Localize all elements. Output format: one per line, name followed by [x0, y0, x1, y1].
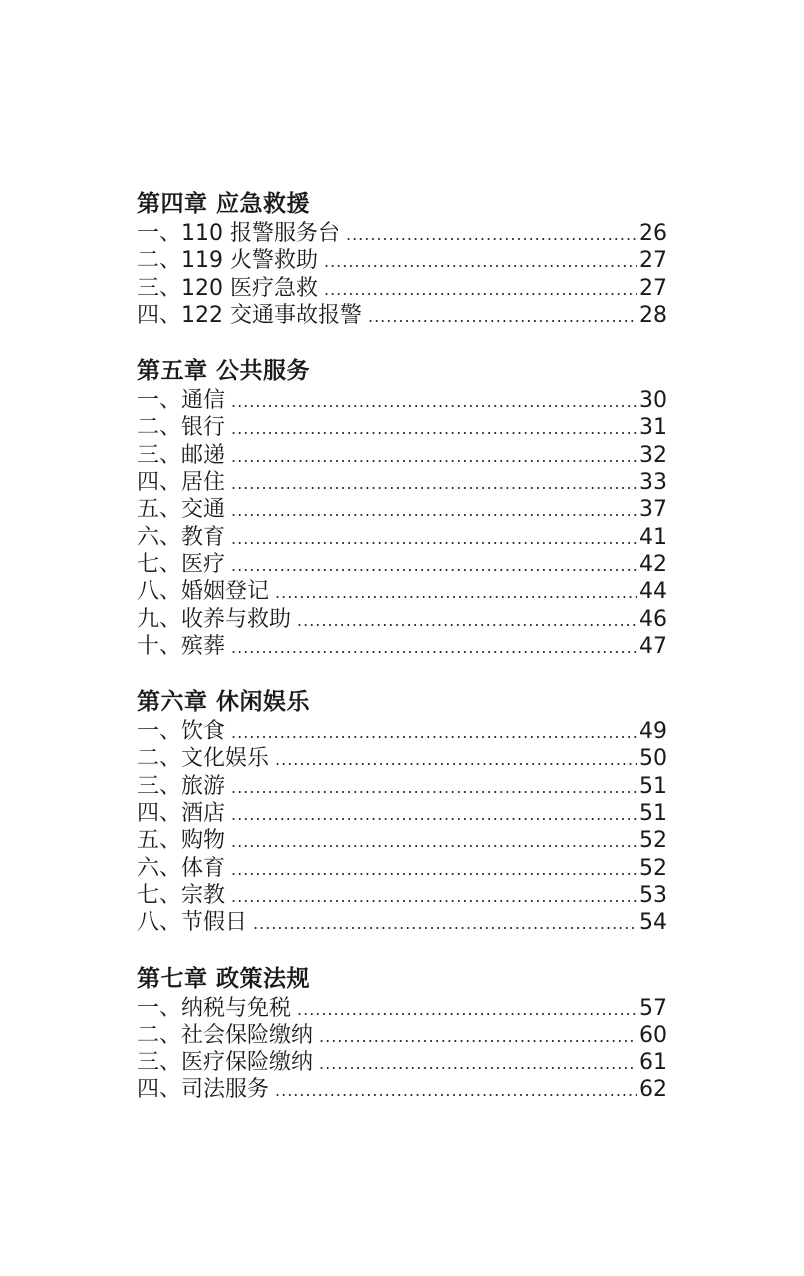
- chapter-6: [137, 686, 667, 936]
- toc-entry-label: 六、教育: [137, 524, 226, 550]
- dot-leader: [319, 1050, 637, 1077]
- toc-entry-label: 二、119 火警救助: [137, 248, 318, 274]
- toc-entry[interactable]: [137, 827, 667, 854]
- toc-entry-label: 八、节假日: [137, 910, 248, 936]
- toc-entry-label: 四、居住: [137, 470, 226, 496]
- toc-entry-page: 37: [639, 497, 667, 523]
- toc-entry-page: 32: [639, 442, 667, 468]
- toc-entry[interactable]: [137, 995, 667, 1022]
- toc-entry[interactable]: [137, 387, 667, 414]
- chapter-title: 第六章 休闲娱乐: [137, 689, 311, 716]
- toc-entry[interactable]: [137, 1076, 667, 1103]
- toc-entry[interactable]: [137, 718, 667, 745]
- toc-entry-label: 三、旅游: [137, 773, 226, 799]
- dot-leader: [231, 719, 637, 746]
- toc-entry[interactable]: [137, 773, 667, 800]
- dot-leader: [231, 828, 637, 855]
- dot-leader: [231, 443, 637, 470]
- dot-leader: [324, 276, 637, 303]
- toc-entry-page: 51: [639, 773, 667, 799]
- toc-entry-label: 三、医疗保险缴纳: [137, 1050, 314, 1076]
- toc-entry[interactable]: [137, 909, 667, 936]
- toc-entry[interactable]: [137, 1022, 667, 1049]
- toc-entry-page: 41: [639, 524, 667, 550]
- toc-entry-page: 51: [639, 801, 667, 827]
- toc-entry-label: 七、宗教: [137, 882, 226, 908]
- chapter-4: [137, 188, 667, 329]
- toc-entry[interactable]: [137, 220, 667, 247]
- toc-entry[interactable]: [137, 442, 667, 469]
- toc-entry-page: 57: [639, 995, 667, 1021]
- toc-entry-page: 31: [639, 415, 667, 441]
- toc-entry-label: 三、120 医疗急救: [137, 275, 318, 301]
- toc-entry-page: 42: [639, 551, 667, 577]
- toc-entry-page: 26: [639, 221, 667, 246]
- dot-leader: [231, 497, 637, 524]
- toc-entry[interactable]: [137, 578, 667, 605]
- toc-entry[interactable]: [137, 551, 667, 578]
- chapter-title: 第七章 政策法规: [137, 965, 311, 992]
- toc-entry-page: 28: [639, 302, 667, 328]
- dot-leader: [275, 746, 637, 773]
- toc-entry-page: 44: [639, 579, 667, 605]
- toc-entry-page: 61: [639, 1050, 667, 1076]
- chapter-5: [137, 355, 667, 660]
- toc-entry[interactable]: [137, 1049, 667, 1076]
- dot-leader: [231, 883, 637, 910]
- dot-leader: [324, 248, 637, 275]
- dot-leader: [231, 525, 637, 552]
- chapter-7: [137, 963, 667, 1104]
- toc-entry-label: 五、购物: [137, 828, 226, 854]
- toc-entry-page: 54: [639, 910, 667, 936]
- toc-entry[interactable]: [137, 800, 667, 827]
- toc-entry-label: 一、通信: [137, 388, 226, 414]
- toc-entry-page: 60: [639, 1022, 667, 1048]
- table-of-contents: [137, 188, 667, 1130]
- toc-entry-page: 49: [639, 719, 667, 745]
- dot-leader: [253, 910, 637, 937]
- dot-leader: [231, 552, 637, 579]
- toc-entry-label: 四、酒店: [137, 801, 226, 827]
- toc-entry[interactable]: [137, 469, 667, 496]
- toc-entry[interactable]: [137, 496, 667, 523]
- toc-entry-label: 三、邮递: [137, 442, 226, 468]
- toc-entry[interactable]: [137, 882, 667, 909]
- toc-entry-label: 一、饮食: [137, 719, 226, 745]
- toc-entry-label: 四、司法服务: [137, 1077, 270, 1103]
- dot-leader: [231, 801, 637, 828]
- chapter-title: 第四章 应急救援: [137, 191, 311, 217]
- toc-entry-page: 27: [639, 248, 667, 274]
- toc-entry-page: 27: [639, 275, 667, 301]
- toc-entry-page: 30: [639, 388, 667, 414]
- toc-entry[interactable]: [137, 855, 667, 882]
- toc-entry-label: 五、交通: [137, 497, 226, 523]
- dot-leader: [346, 221, 637, 248]
- toc-entry-page: 53: [639, 882, 667, 908]
- dot-leader: [275, 1077, 637, 1104]
- toc-entry-label: 八、婚姻登记: [137, 579, 270, 605]
- dot-leader: [368, 303, 637, 330]
- dot-leader: [231, 856, 637, 883]
- toc-entry[interactable]: [137, 745, 667, 772]
- toc-entry-label: 四、122 交通事故报警: [137, 302, 362, 328]
- toc-entry[interactable]: [137, 414, 667, 441]
- dot-leader: [231, 415, 637, 442]
- toc-entry-label: 七、医疗: [137, 551, 226, 577]
- toc-entry-label: 六、体育: [137, 855, 226, 881]
- toc-entry-page: 50: [639, 746, 667, 772]
- dot-leader: [231, 388, 637, 415]
- toc-entry[interactable]: [137, 275, 667, 302]
- toc-entry-label: 九、收养与救助: [137, 606, 292, 632]
- dot-leader: [297, 607, 637, 634]
- toc-entry-page: 52: [639, 828, 667, 854]
- toc-entry[interactable]: [137, 247, 667, 274]
- toc-entry-label: 二、文化娱乐: [137, 746, 270, 772]
- dot-leader: [231, 774, 637, 801]
- toc-entry-page: 52: [639, 855, 667, 881]
- dot-leader: [275, 579, 637, 606]
- toc-entry[interactable]: [137, 302, 667, 329]
- toc-entry-label: 一、110 报警服务台: [137, 221, 340, 246]
- toc-entry-page: 46: [639, 606, 667, 632]
- chapter-title: 第五章 公共服务: [137, 358, 311, 385]
- dot-leader: [231, 470, 637, 497]
- dot-leader: [319, 1023, 637, 1050]
- toc-entry-page: 47: [639, 633, 667, 659]
- toc-entry[interactable]: [137, 633, 667, 660]
- dot-leader: [297, 996, 637, 1023]
- toc-entry-page: 33: [639, 470, 667, 496]
- toc-entry-label: 二、银行: [137, 415, 226, 441]
- toc-entry-label: 二、社会保险缴纳: [137, 1022, 314, 1048]
- toc-entry[interactable]: [137, 524, 667, 551]
- dot-leader: [231, 634, 637, 661]
- toc-entry-page: 62: [639, 1077, 667, 1103]
- toc-entry-label: 一、纳税与免税: [137, 995, 292, 1021]
- toc-entry-label: 十、殡葬: [137, 633, 226, 659]
- toc-entry[interactable]: [137, 606, 667, 633]
